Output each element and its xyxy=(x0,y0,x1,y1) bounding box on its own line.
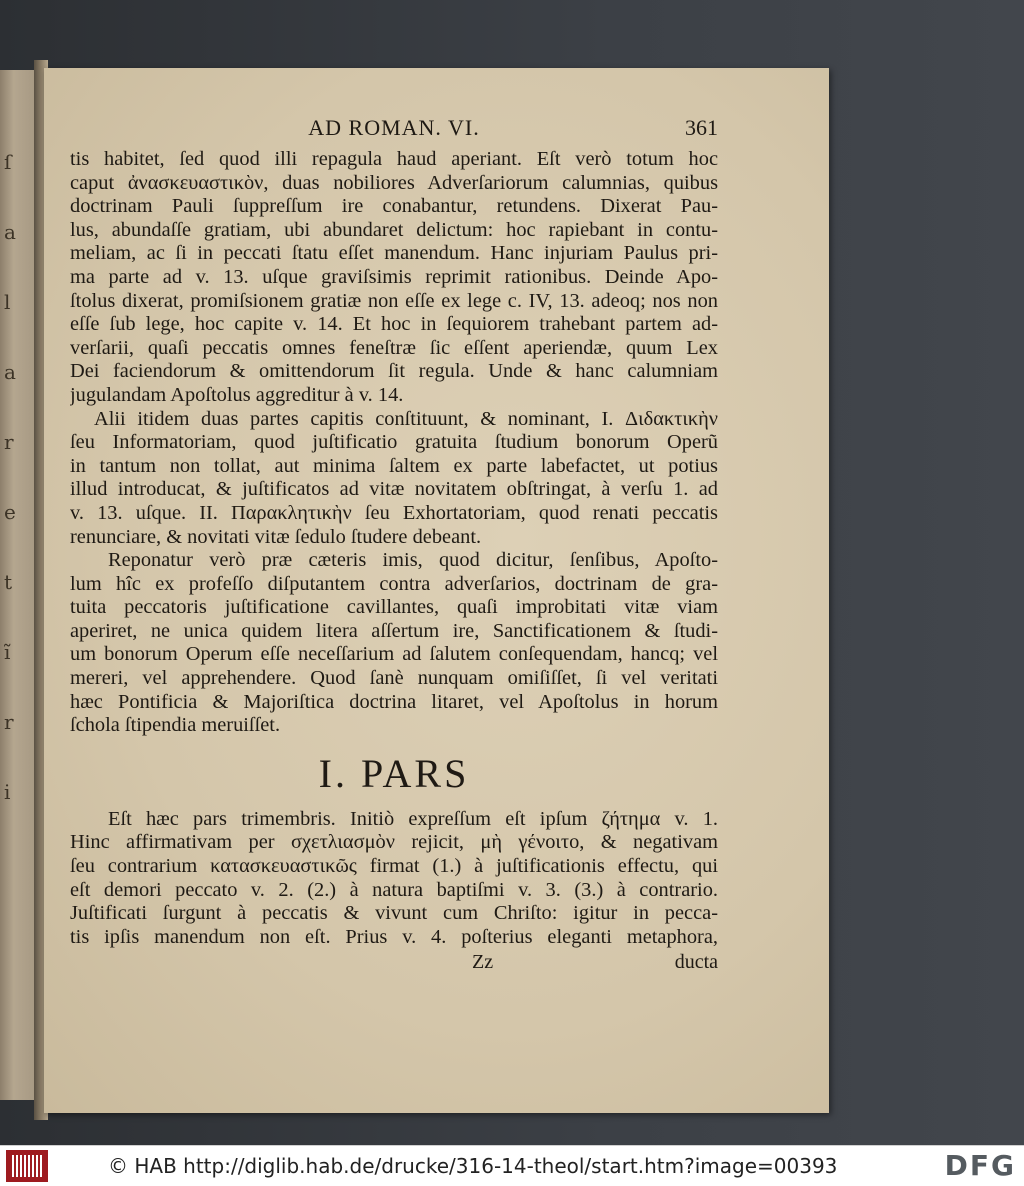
text-line: eſt demori peccato v. 2. (2.) à natura baptiſmi v. 3. (3.) à contrario. xyxy=(70,878,718,901)
signature-mark: Zz xyxy=(472,951,494,974)
text-line: doctrinam Pauli ſuppreſſum ire conabantur, retundens. Dixerat Pau- xyxy=(70,195,718,218)
text-line: v. 13. uſque. II. Παρακλητικὴν ſeu Exhortatoriam, quod renati peccatis xyxy=(70,501,718,524)
text-line: meliam, ac ſi in peccati ſtatu eſſet manendum. Hanc injuriam Paulus pri- xyxy=(70,242,718,265)
footer-bar xyxy=(0,1145,1024,1186)
text-line: lum hîc ex profeſſo diſputantem contra adverſarios, doctrinam de gra- xyxy=(70,572,718,595)
section-title: I. PARS xyxy=(318,750,470,796)
text-line: Hinc affirmativam per σχετλιασμὸν rejicit, μὴ γένοιτο, & negativam xyxy=(70,831,718,854)
edge-glyph: r xyxy=(4,710,14,734)
edge-glyph: e xyxy=(4,500,16,524)
text-line: renunciare, & novitati vitæ ſedulo ſtudere debeant. xyxy=(70,525,482,548)
text-line: in tantum non tollat, aut minima ſaltem ex parte labefactet, ut potius xyxy=(70,454,718,477)
text-line: caput ἀνασκευαστικὸν, duas nobiliores Adverſariorum calumnias, quibus xyxy=(70,171,718,194)
text-line: ſtolus dixerat, promiſsionem gratiæ non eſſe ex lege c. IV, 13. adeoq; nos non xyxy=(70,289,718,312)
previous-page-edge xyxy=(0,70,34,1100)
copyright-link[interactable]: © HAB http://diglib.hab.de/drucke/316-14-theol/start.htm?image=00393 xyxy=(108,1154,838,1178)
paragraph-1 xyxy=(70,148,718,408)
catchword: ducta xyxy=(674,951,718,974)
text-line: Eſt hæc pars trimembris. Initiò expreſſum eſt ipſum ζήτημα v. 1. xyxy=(108,807,718,830)
text-line: Alii itidem duas partes capitis conſtituunt, & nominant, I. Διδακτικὴν xyxy=(94,407,718,430)
text-line: Dei faciendorum & omittendorum ſit regula. Unde & hanc calumniam xyxy=(70,360,718,383)
edge-glyph: r xyxy=(4,430,14,454)
edge-glyph: ĩ xyxy=(4,640,11,664)
text-line: Reponatur verò præ cæteris imis, quod dicitur, ſenſibus, Apoſto- xyxy=(108,549,718,572)
text-line: ſeu Informatoriam, quod juſtificatio gratuita ſtudium bonorum Operũ xyxy=(70,431,718,454)
hab-logo-icon[interactable] xyxy=(6,1150,48,1182)
text-line: ma parte ad v. 13. uſque graviſsimis reprimit rationibus. Deinde Apo- xyxy=(70,265,718,288)
text-line: Juſtificati ſurgunt à peccatis & vivunt cum Chriſto: igitur in pecca- xyxy=(70,902,718,925)
page-number: 361 xyxy=(685,115,718,140)
edge-glyph: l xyxy=(4,290,11,314)
edge-glyph: i xyxy=(4,780,11,804)
text-line: hæc Pontificia & Majoriſtica doctrina litaret, vel Apoſtolus in horum xyxy=(70,690,718,713)
text-line: mereri, vel apprehendere. Quod ſanè nunquam omiſiſſet, ſi vel veritati xyxy=(70,667,718,690)
paragraph-3 xyxy=(70,549,718,738)
text-line: verſarii, quaſi peccatis omnes feneſtræ ſic eſſent aperiendæ, quum Lex xyxy=(70,336,718,359)
text-line: tis habitet, ſed quod illi repagula haud aperiant. Eſt verò totum hoc xyxy=(70,148,718,170)
dfg-logo[interactable]: DFG xyxy=(944,1149,1016,1182)
text-line: ſchola ſtipendia meruiſſet. xyxy=(70,714,281,737)
paragraph-2 xyxy=(70,408,718,550)
running-head xyxy=(70,116,718,146)
edge-glyph: a xyxy=(4,360,16,384)
edge-glyph: a xyxy=(4,220,16,244)
text-line: um bonorum Operum eſſe neceſſarium ad ſalutem conſequendam, hancq; vel xyxy=(70,643,718,666)
edge-glyph: ſ xyxy=(4,150,12,174)
page-footer-line xyxy=(70,951,718,977)
text-line: ſeu contrarium κατασκευαστικῶς firmat (1.) à juſtificationis effectu, qui xyxy=(70,855,718,878)
paragraph-4 xyxy=(70,808,718,950)
text-line: lus, abundaſſe gratiam, ubi abundaret delictum: hoc rapiebant in contu- xyxy=(70,218,718,241)
text-line: illud introducat, & juſtificatos ad vitæ novitatem obſtringat, à verſu 1. ad xyxy=(70,478,718,501)
page-text xyxy=(70,116,718,977)
edge-glyph: t xyxy=(4,570,13,594)
text-line: aperiret, ne unica quidem litera aſſertum ire, Sanctificationem & ſtudi- xyxy=(70,619,718,642)
text-line: eſſe ſub lege, hoc capite v. 14. Et hoc in ſequiorem trahebant partem ad- xyxy=(70,313,718,336)
text-line: jugulandam Apoſtolus aggreditur à v. 14. xyxy=(70,383,404,406)
book-page xyxy=(44,68,829,1113)
running-title: AD ROMAN. VI. xyxy=(308,115,480,140)
text-line: tuita peccatoris juſtificatione cavillantes, quaſi improbitati vitæ viam xyxy=(70,596,718,619)
text-line: tis ipſis manendum non eſt. Prius v. 4. poſterius eleganti metaphora, xyxy=(70,925,718,948)
